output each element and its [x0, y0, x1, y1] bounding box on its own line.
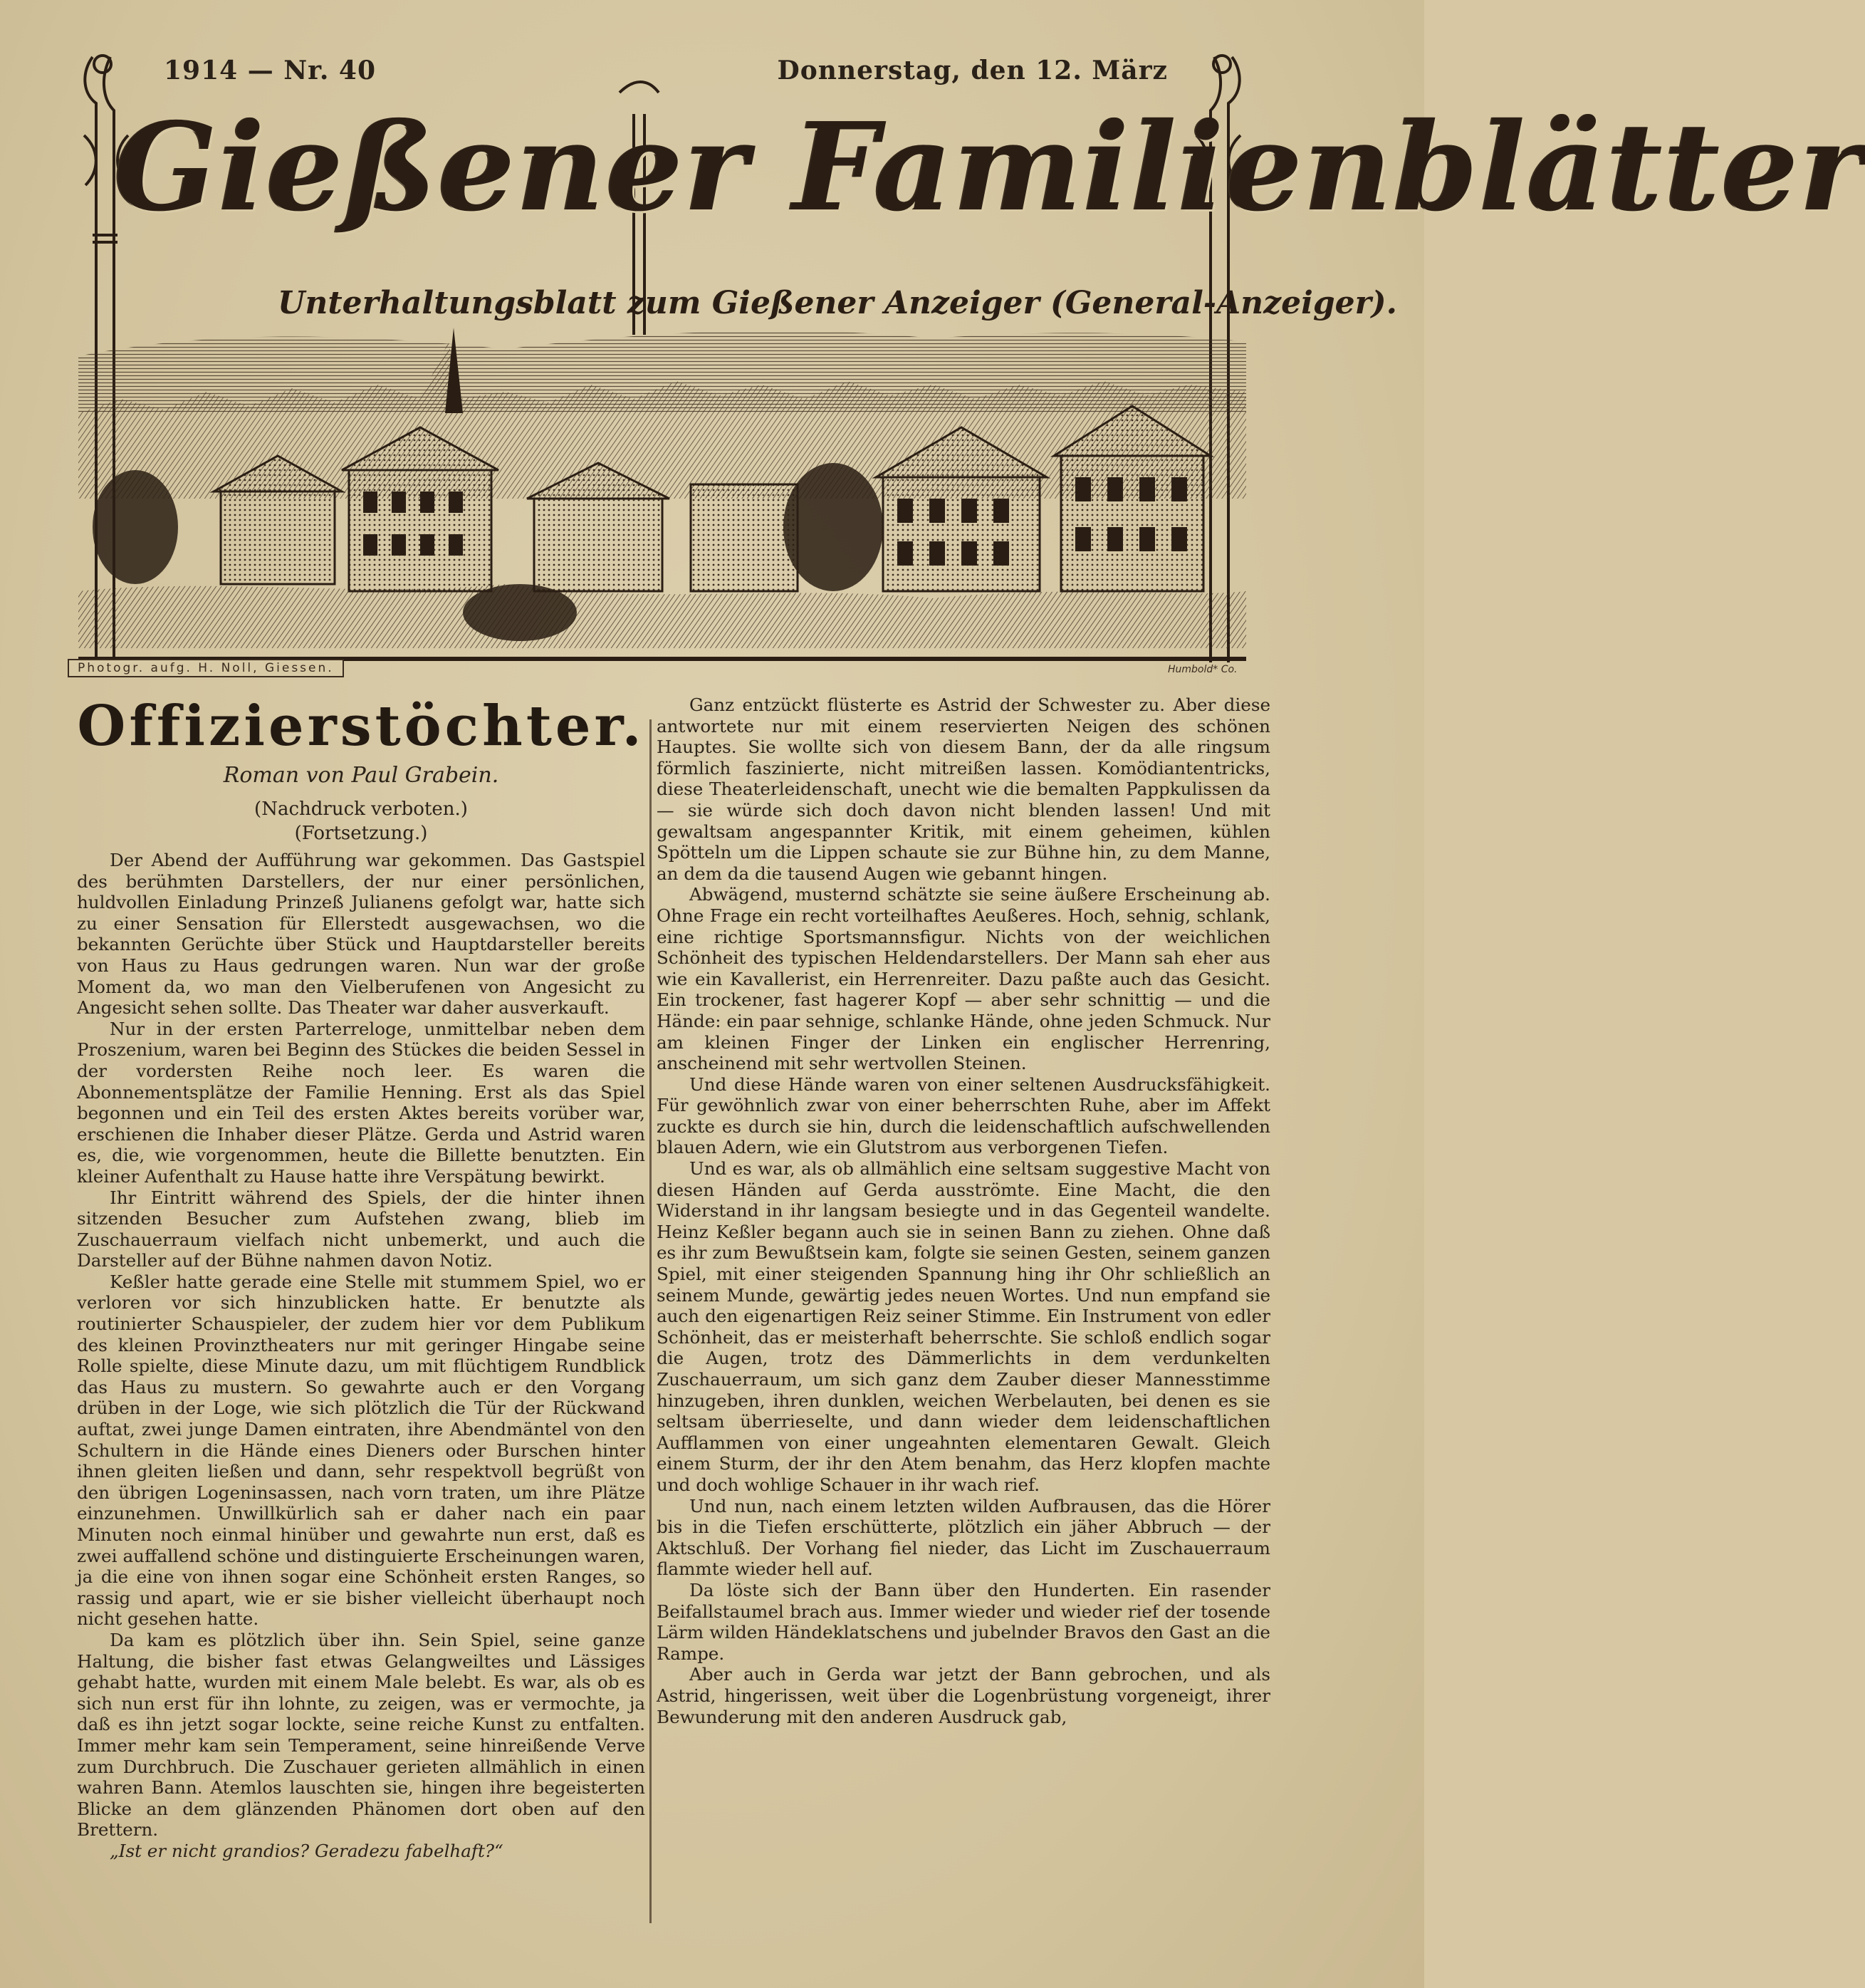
article-column-left [77, 694, 645, 1862]
paragraph: Und es war, als ob allmählich eine seltsam suggestive Macht von diesen Händen auf Gerda ausströmte. Eine Macht, die den Widerstand in ihr langsam besiegte und in das Gegenteil wandelte. Heinz Keßler begann auch sie in seinen Bann zu ziehen. Ohne daß es ihr zum Bewußtsein kam, folgte sie seinen Gesten, seinem ganzen Spiel, mit einer steigenden Spannung hing ihr Ohr schließlich an seinem Munde, gewärtig jedes neuen Wortes. Und nun empfand sie auch den eigenartigen Reiz seiner Stimme. Ein Instrument von edler Schönheit, das er meisterhaft beherrschte. Sie schloß endlich sogar die Augen, trotz des Dämmerlichts in dem verdunkelten Zuschauerraum, um sich ganz dem Zauber dieser Mannesstimme hinzugeben, ihren dunklen, weichen Werbelauten, bei denen es sie seltsam überrieselte, und dann wieder dem leidenschaftlichen Aufflammen von einer ungeahnten elementaren Gewalt. Gleich einem Sturm, der ihr den Atem benahm, das Herz klopfen machte und doch wohlige Schauer in ihr wach rief. [657, 1158, 1270, 1495]
paragraph: Keßler hatte gerade eine Stelle mit stummem Spiel, wo er verloren vor sich hinzublicken hatte. Er benutzte als routinierter Schauspieler, der zudem hier vor dem Publikum des kleinen Provinztheaters nur mit geringer Hingabe seine Rolle spielte, diese Minute dazu, um mit flüchtigem Rundblick das Haus zu mustern. So gewahrte auch er den Vorgang drüben in der Loge, wie sich plötzlich die Tür der Rückwand auftat, zwei junge Damen eintraten, ihre Abendmäntel von den Schultern in die Hände eines Dieners oder Burschen hinter ihnen gleiten ließen und dann, sehr respektvoll begrüßt von den übrigen Logeninsassen, nach vorn traten, um ihre Plätze einzunehmen. Unwillkürlich sah er daher nach ein paar Minuten noch einmal hinüber und gewahrte nun erst, daß es zwei auffallend schöne und distinguierte Erscheinungen waren, ja die eine von ihnen sogar eine Schönheit ersten Ranges, so rassig und apart, wie er sie bisher vielleicht überhaupt noch nicht gesehen hatte. [77, 1271, 645, 1630]
paragraph: Aber auch in Gerda war jetzt der Bann gebrochen, und als Astrid, hingerissen, weit über die Logenbrüstung vorgeneigt, ihrer Bewunderung mit den anderen Ausdruck gab, [657, 1664, 1270, 1727]
article-byline: Roman von Paul Grabein. [223, 763, 499, 788]
paragraph: Da löste sich der Bann über den Hunderten. Ein rasender Beifallstaumel brach aus. Immer wieder und wieder rief der tosende Lärm wilden Händeklatschens und jubelnder Bravos den Gast an die Rampe. [657, 1579, 1270, 1664]
article-title: Offizierstöchter. [77, 694, 645, 759]
paragraph: Der Abend der Aufführung war gekommen. Das Gastspiel des berühmten Darstellers, der nur einer persönlichen, huldvollen Einladung Prinzeß Julianens gefolgt war, hatte sich zu einer Sensation für Ellerstedt ausgewachsen, wo die bekannten Gerüchte über Stück und Hauptdarsteller bereits von Haus zu Haus gedrungen waren. Nun war der große Moment da, wo man den Vielberufenen von Angesicht zu Angesicht sehen sollte. Das Theater war daher ausverkauft. [77, 850, 645, 1019]
photo-credit: Photogr. aufg. H. Noll, Giessen. [68, 659, 344, 677]
issue-number: 1914 — Nr. 40 [164, 56, 376, 85]
masthead-title: Gießener Familienblätter [114, 96, 1865, 239]
column-divider [649, 719, 652, 1923]
paragraph: Und diese Hände waren von einer seltenen Ausdrucksfähigkeit. Für gewöhnlich zwar von einer beherrschten Ruhe, aber im Affekt zuckte es durch sie hin, durch die leidenschaftlich aufschwellenden blauen Adern, wie ein Glutstrom aus verborgenen Tiefen. [657, 1073, 1270, 1158]
engraver-credit: Humbold* Co. [1168, 664, 1238, 675]
continuation-notice: (Fortsetzung.) [294, 823, 428, 844]
paragraph: Und nun, nach einem letzten wilden Aufbrausen, das die Hörer bis in die Tiefen erschütterte, plötzlich ein jäher Abbruch — der Aktschluß. Der Vorhang fiel nieder, das Licht im Zuschauerraum flammte wieder hell auf. [657, 1495, 1270, 1580]
town-engraving-illustration [78, 313, 1246, 655]
paragraph: Ganz entzückt flüsterte es Astrid der Schwester zu. Aber diese antwortete nur mit einem reservierten Neigen des schönen Hauptes. Sie wollte sich von diesem Bann, der da alle ringsum förmlich faszinierte, nicht mitreißen lassen. Komödiantentricks, diese Theaterleidenschaft, unecht wie die bemalten Pappkulissen da — sie würde sich doch davon nicht blenden lassen! Und mit gewaltsam angespannter Kritik, mit einem geheimen, kühlen Spötteln um die Lippen schaute sie zur Bühne hin, zu dem Manne, an dem da die tausend Augen wie gebannt hingen. [657, 694, 1270, 884]
paragraph: Nur in der ersten Parterreloge, unmittelbar neben dem Proszenium, waren bei Beginn des Stückes die beiden Sessel in der vordersten Reihe noch leer. Es waren die Abonnementsplätze der Familie Henning. Erst als das Spiel begonnen und ein Teil des ersten Aktes bereits vorüber war, erschienen die Inhaber dieser Plätze. Gerda und Astrid waren es, die, wie vorgenommen, heute die Billette benutzten. Ein kleiner Aufenthalt zu Hause hatte ihre Verspätung bewirkt. [77, 1018, 645, 1187]
article-column-right [657, 694, 1270, 1727]
paragraph-quote: „Ist er nicht grandios? Geradezu fabelhaft?“ [110, 1840, 503, 1861]
paragraph: Da kam es plötzlich über ihn. Sein Spiel, seine ganze Haltung, die bisher fast etwas Gelangweiltes und Lässiges gehabt hatte, wurden mit einem Male belebt. Es war, als ob es sich nun erst für ihn lohnte, zu zeigen, was er vermochte, ja daß es ihn jetzt sogar lockte, seine reiche Kunst zu entfalten. Immer mehr kam sein Temperament, seine hinreißende Verve zum Durchbruch. Die Zuschauer gerieten allmählich in einen wahren Bann. Atemlos lauschten sie, hingen ihre begeisterten Blicke an dem glänzenden Phänomen dort oben auf den Brettern. [77, 1629, 645, 1841]
masthead-subtitle: Unterhaltungsblatt zum Gießener Anzeiger (General-Anzeiger). [278, 285, 1397, 321]
reprint-notice: (Nachdruck verboten.) [254, 798, 468, 820]
issue-date: Donnerstag, den 12. März [777, 56, 1168, 85]
paragraph: Abwägend, musternd schätzte sie seine äußere Erscheinung ab. Ohne Frage ein recht vorteilhaftes Aeußeres. Hoch, sehnig, schlank, eine richtige Sportsmannsfigur. Nichts von der weichlichen Schönheit des typischen Heldendarstellers. Der Mann sah eher aus wie ein Kavallerist, ein Herrenreiter. Dazu paßte auch das Gesicht. Ein trockener, fast hagerer Kopf — aber sehr schnittig — und die Hände: ein paar sehnige, schlanke Hände, ohne jeden Schmuck. Nur am kleinen Finger der Linken ein englischer Herrenring, anscheinend mit sehr wertvollen Steinen. [657, 884, 1270, 1074]
paragraph: Ihr Eintritt während des Spiels, der die hinter ihnen sitzenden Besucher zum Aufstehen zwang, blieb im Zuschauerraum vielfach nicht unbemerkt, und auch die Darsteller auf der Bühne nahmen davon Notiz. [77, 1187, 645, 1271]
